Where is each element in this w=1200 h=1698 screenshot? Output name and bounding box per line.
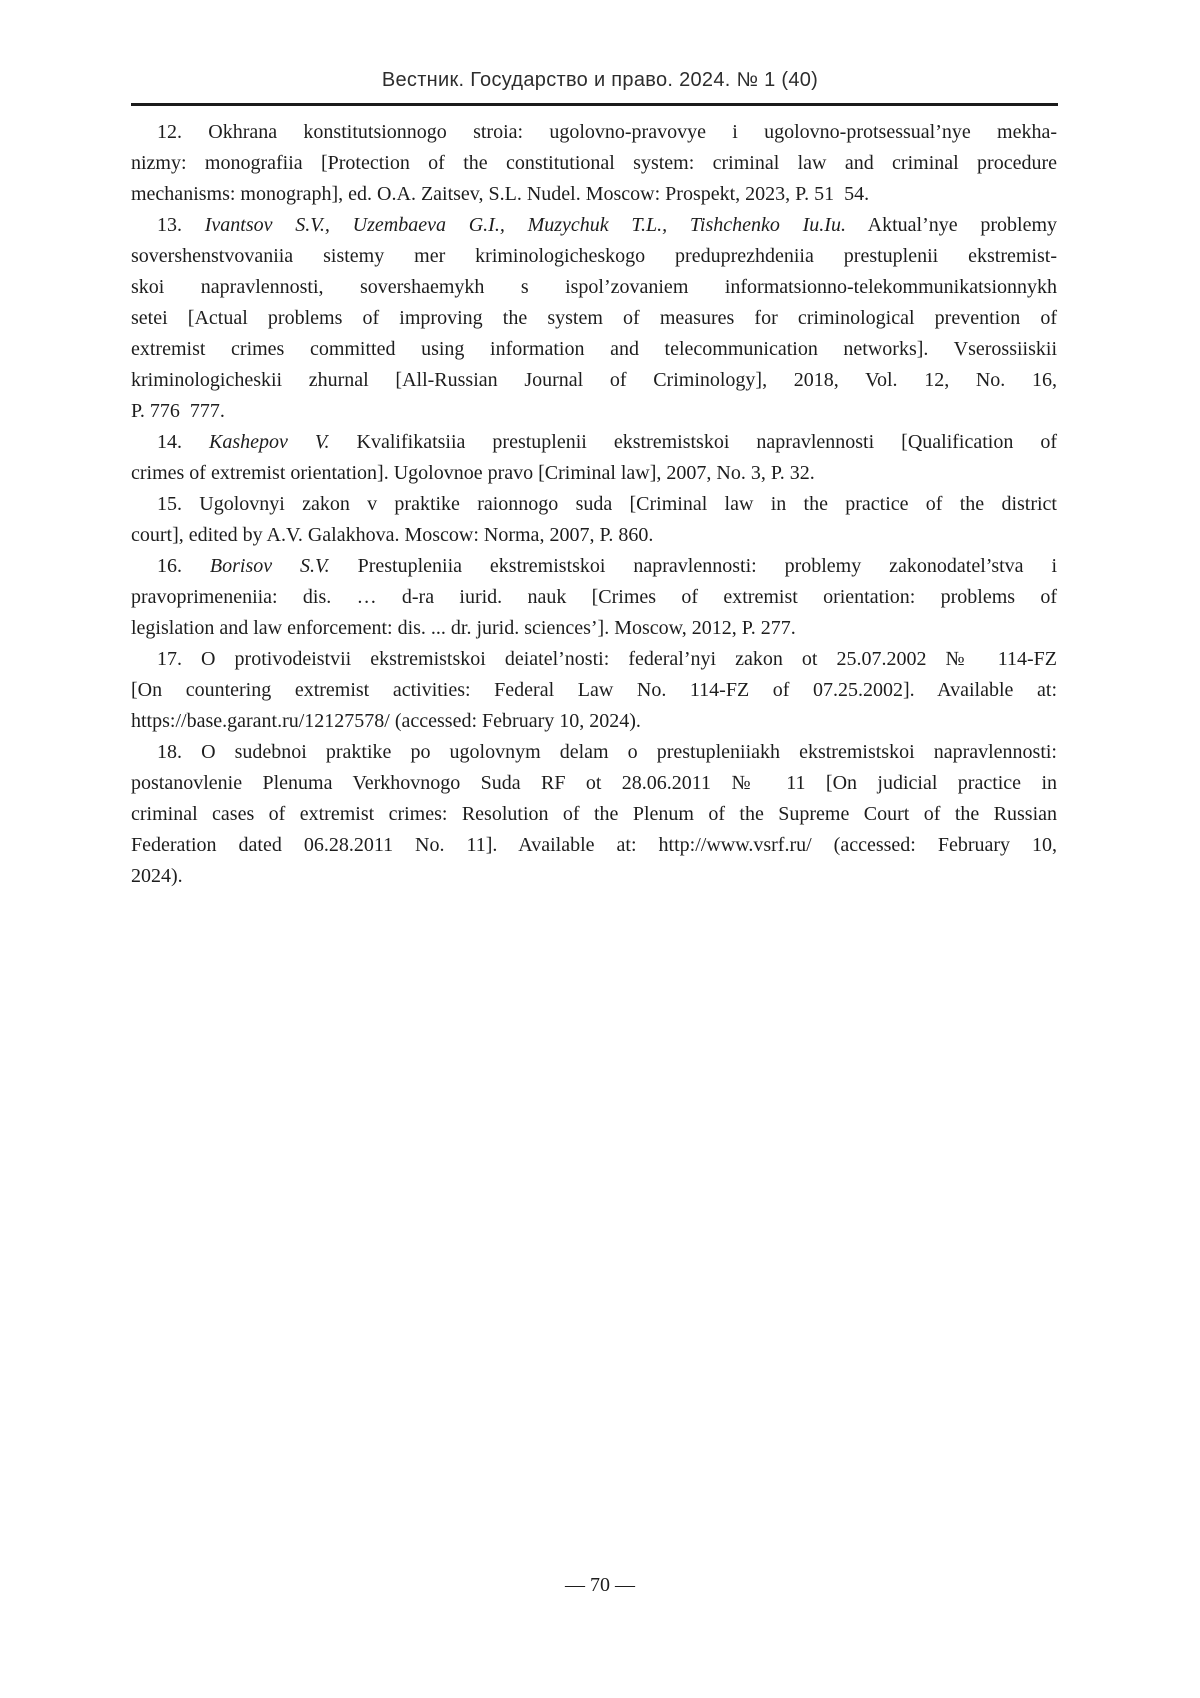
reference-text: [On countering extremist activities: Federal Law No. 114-FZ of 07.25.2002]. Available at: xyxy=(131,679,1057,701)
header-rule xyxy=(131,103,1058,106)
url-text: https://base.garant.ru/12127578/ xyxy=(131,710,390,732)
reference-text: skoi napravlennosti, sovershaemykh s ispol’zovaniem informatsionno-telekommunikatsionnykh xyxy=(131,276,1057,298)
reference-entry xyxy=(131,644,1057,737)
reference-line xyxy=(131,582,1057,613)
reference-line xyxy=(131,644,1057,675)
reference-line xyxy=(131,768,1057,799)
reference-text: Kvalifikatsiia prestuplenii ekstremistskoi napravlennosti [Qualification of xyxy=(329,431,1058,453)
author-names: Ivantsov S.V., Uzembaeva G.I., Muzychuk T.L., Tishchenko Iu.Iu. xyxy=(204,214,846,236)
reference-line xyxy=(131,861,1057,892)
reference-line xyxy=(131,179,1057,210)
references-list xyxy=(131,117,1057,892)
reference-text: 12. Okhrana konstitutsionnogo stroia: ugolovno-pravovye i ugolovno-protsessual’nye mekha- xyxy=(157,121,1057,143)
reference-text: kriminologicheskii zhurnal [All-Russian Journal of Criminology], 2018, Vol. 12, No. 16, xyxy=(131,369,1057,391)
reference-text: legislation and law enforcement: dis. ... dr. jurid. sciences’]. Moscow, 2012, P. 277. xyxy=(131,617,796,639)
reference-entry xyxy=(131,737,1057,892)
page-number: — 70 — xyxy=(565,1574,635,1596)
reference-text: Federation dated 06.28.2011 No. 11]. Available at: xyxy=(131,834,659,856)
reference-line xyxy=(131,799,1057,830)
author-names: Borisov S.V. xyxy=(209,555,330,577)
reference-text: sovershenstvovaniia sistemy mer kriminologicheskogo preduprezhdeniia prestuplenii ekstremist- xyxy=(131,245,1057,267)
reference-text: 17. O protivodeistvii ekstremistskoi deiatel’nosti: federal’nyi zakon ot 25.07.2002 № 114-FZ xyxy=(157,648,1057,670)
url-text: http://www.vsrf.ru/ xyxy=(658,834,812,856)
reference-line xyxy=(131,396,1057,427)
reference-line xyxy=(131,427,1057,458)
reference-line xyxy=(131,334,1057,365)
reference-line xyxy=(131,830,1057,861)
reference-entry xyxy=(131,210,1057,427)
reference-line xyxy=(131,675,1057,706)
reference-text: P. 776 777. xyxy=(131,400,225,422)
reference-text: criminal cases of extremist crimes: Resolution of the Plenum of the Supreme Court of the Russian xyxy=(131,803,1057,825)
reference-line xyxy=(131,303,1057,334)
reference-line xyxy=(131,706,1057,737)
reference-text: (accessed: February 10, 2024). xyxy=(389,710,641,732)
reference-line xyxy=(131,458,1057,489)
reference-text: 16. xyxy=(157,555,210,577)
reference-text: 14. xyxy=(157,431,210,453)
reference-line xyxy=(131,489,1057,520)
reference-entry xyxy=(131,551,1057,644)
reference-text: nizmy: monografiia [Protection of the constitutional system: criminal law and criminal procedure xyxy=(131,152,1057,174)
reference-text: postanovlenie Plenuma Verkhovnogo Suda RF ot 28.06.2011 № 11 [On judicial practice in xyxy=(131,772,1057,794)
reference-text: 15. Ugolovnyi zakon v praktike raionnogo suda [Criminal law in the practice of the district xyxy=(157,493,1057,515)
reference-text: setei [Actual problems of improving the system of measures for criminological prevention of xyxy=(131,307,1057,329)
running-head: Вестник. Государство и право. 2024. № 1 (40) xyxy=(381,69,819,91)
reference-line xyxy=(131,210,1057,241)
reference-text: 13. xyxy=(157,214,205,236)
reference-text: mechanisms: monograph], ed. O.A. Zaitsev, S.L. Nudel. Moscow: Prospekt, 2023, P. 51 54. xyxy=(131,183,870,205)
reference-line xyxy=(131,272,1057,303)
author-names: Kashepov V. xyxy=(209,431,330,453)
reference-line xyxy=(131,551,1057,582)
reference-line xyxy=(131,148,1057,179)
reference-text: (accessed: February 10, xyxy=(811,834,1057,856)
reference-entry xyxy=(131,489,1057,551)
reference-line xyxy=(131,613,1057,644)
reference-line xyxy=(131,520,1057,551)
reference-entry xyxy=(131,427,1057,489)
reference-text: pravoprimeneniia: dis. … d-ra iurid. nauk [Crimes of extremist orientation: problems of xyxy=(131,586,1057,608)
reference-line xyxy=(131,241,1057,272)
reference-entry xyxy=(131,117,1057,210)
reference-line xyxy=(131,365,1057,396)
reference-line xyxy=(131,737,1057,768)
reference-line xyxy=(131,117,1057,148)
reference-text: crimes of extremist orientation]. Ugolovnoe pravo [Criminal law], 2007, No. 3, P. 32. xyxy=(131,462,815,484)
reference-text: Prestupleniia ekstremistskoi napravlennosti: problemy zakonodatel’stva i xyxy=(329,555,1058,577)
reference-text: extremist crimes committed using information and telecommunication networks]. Vserossiiskii xyxy=(131,338,1057,360)
reference-text: Aktual’nye problemy xyxy=(845,214,1058,236)
reference-text: court], edited by A.V. Galakhova. Moscow: Norma, 2007, P. 860. xyxy=(131,524,654,546)
reference-text: 18. O sudebnoi praktike po ugolovnym delam o prestupleniiakh ekstremistskoi napravlennosti: xyxy=(157,741,1057,763)
reference-text: 2024). xyxy=(131,865,183,887)
